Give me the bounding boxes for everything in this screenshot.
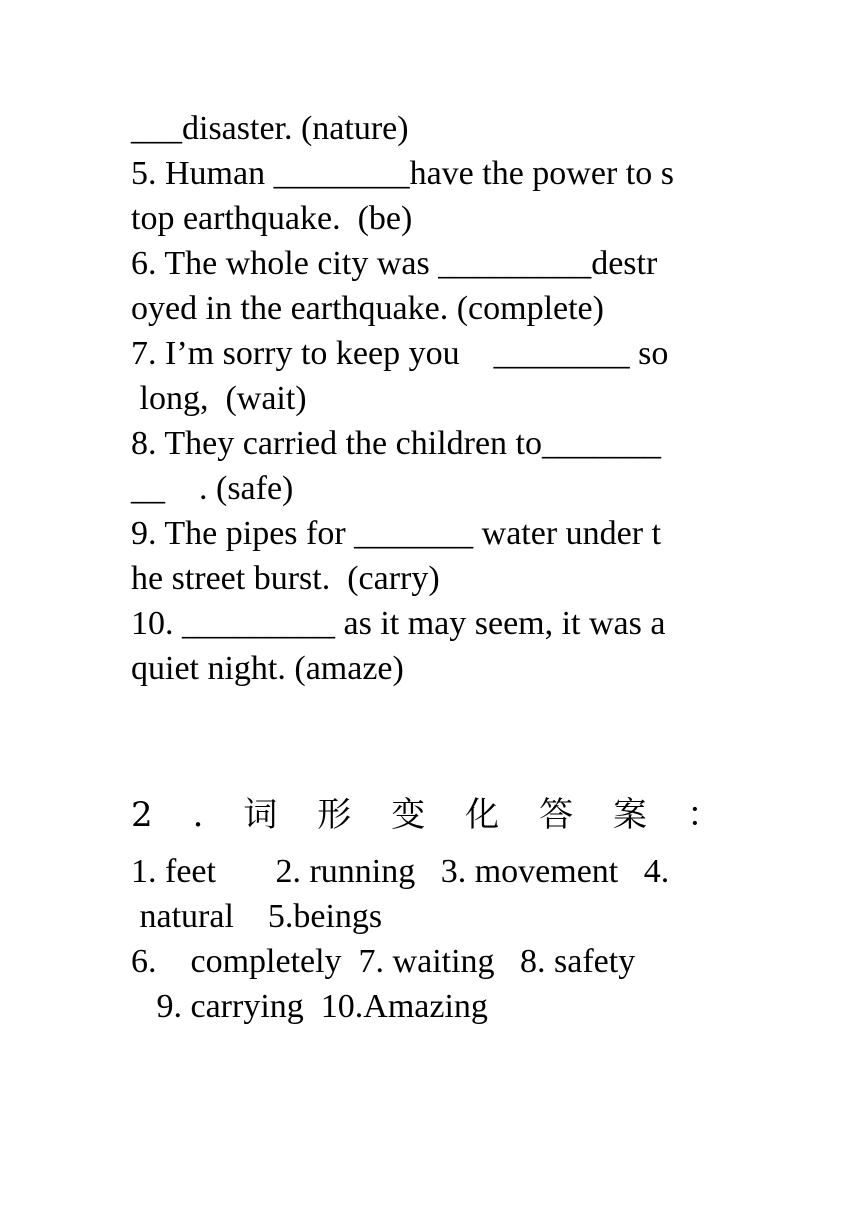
exercise-line: long, (wait) — [131, 380, 307, 417]
exercise-line: quiet night. (amaze) — [131, 650, 404, 687]
exercise-line: ___disaster. (nature) — [131, 110, 409, 147]
answer-line: 9. carrying 10.Amazing — [131, 988, 488, 1025]
heading-char: . — [192, 795, 204, 835]
answer-line: natural 5.beings — [131, 898, 383, 935]
exercise-line: 10. _________ as it may seem, it was a — [131, 605, 666, 642]
exercise-line: oyed in the earthquake. (complete) — [131, 290, 604, 327]
exercise-line: 7. I’m sorry to keep you ________ so — [131, 335, 669, 372]
exercise-line: he street burst. (carry) — [131, 560, 440, 597]
exercise-line: 6. The whole city was _________destr — [131, 245, 658, 282]
answer-line: 6. completely 7. waiting 8. safety — [131, 943, 636, 980]
answer-heading — [131, 793, 721, 838]
heading-char: 答 — [539, 795, 574, 835]
heading-char: 形 — [317, 795, 352, 835]
exercise-line: 5. Human ________have the power to s — [131, 155, 674, 192]
heading-char: 变 — [391, 795, 426, 835]
exercise-line: top earthquake. (be) — [131, 200, 413, 237]
answer-line: 1. feet 2. running 3. movement 4. — [131, 853, 670, 890]
exercise-line: 8. They carried the children to_______ — [131, 425, 661, 462]
heading-char: 词 — [243, 795, 278, 835]
exercise-line: 9. The pipes for _______ water under t — [131, 515, 662, 552]
heading-char: ： — [686, 795, 721, 835]
heading-char: 案 — [613, 795, 648, 835]
heading-char: 2 — [131, 795, 153, 835]
heading-char: 化 — [465, 795, 500, 835]
exercise-line: __ . (safe) — [131, 470, 294, 507]
